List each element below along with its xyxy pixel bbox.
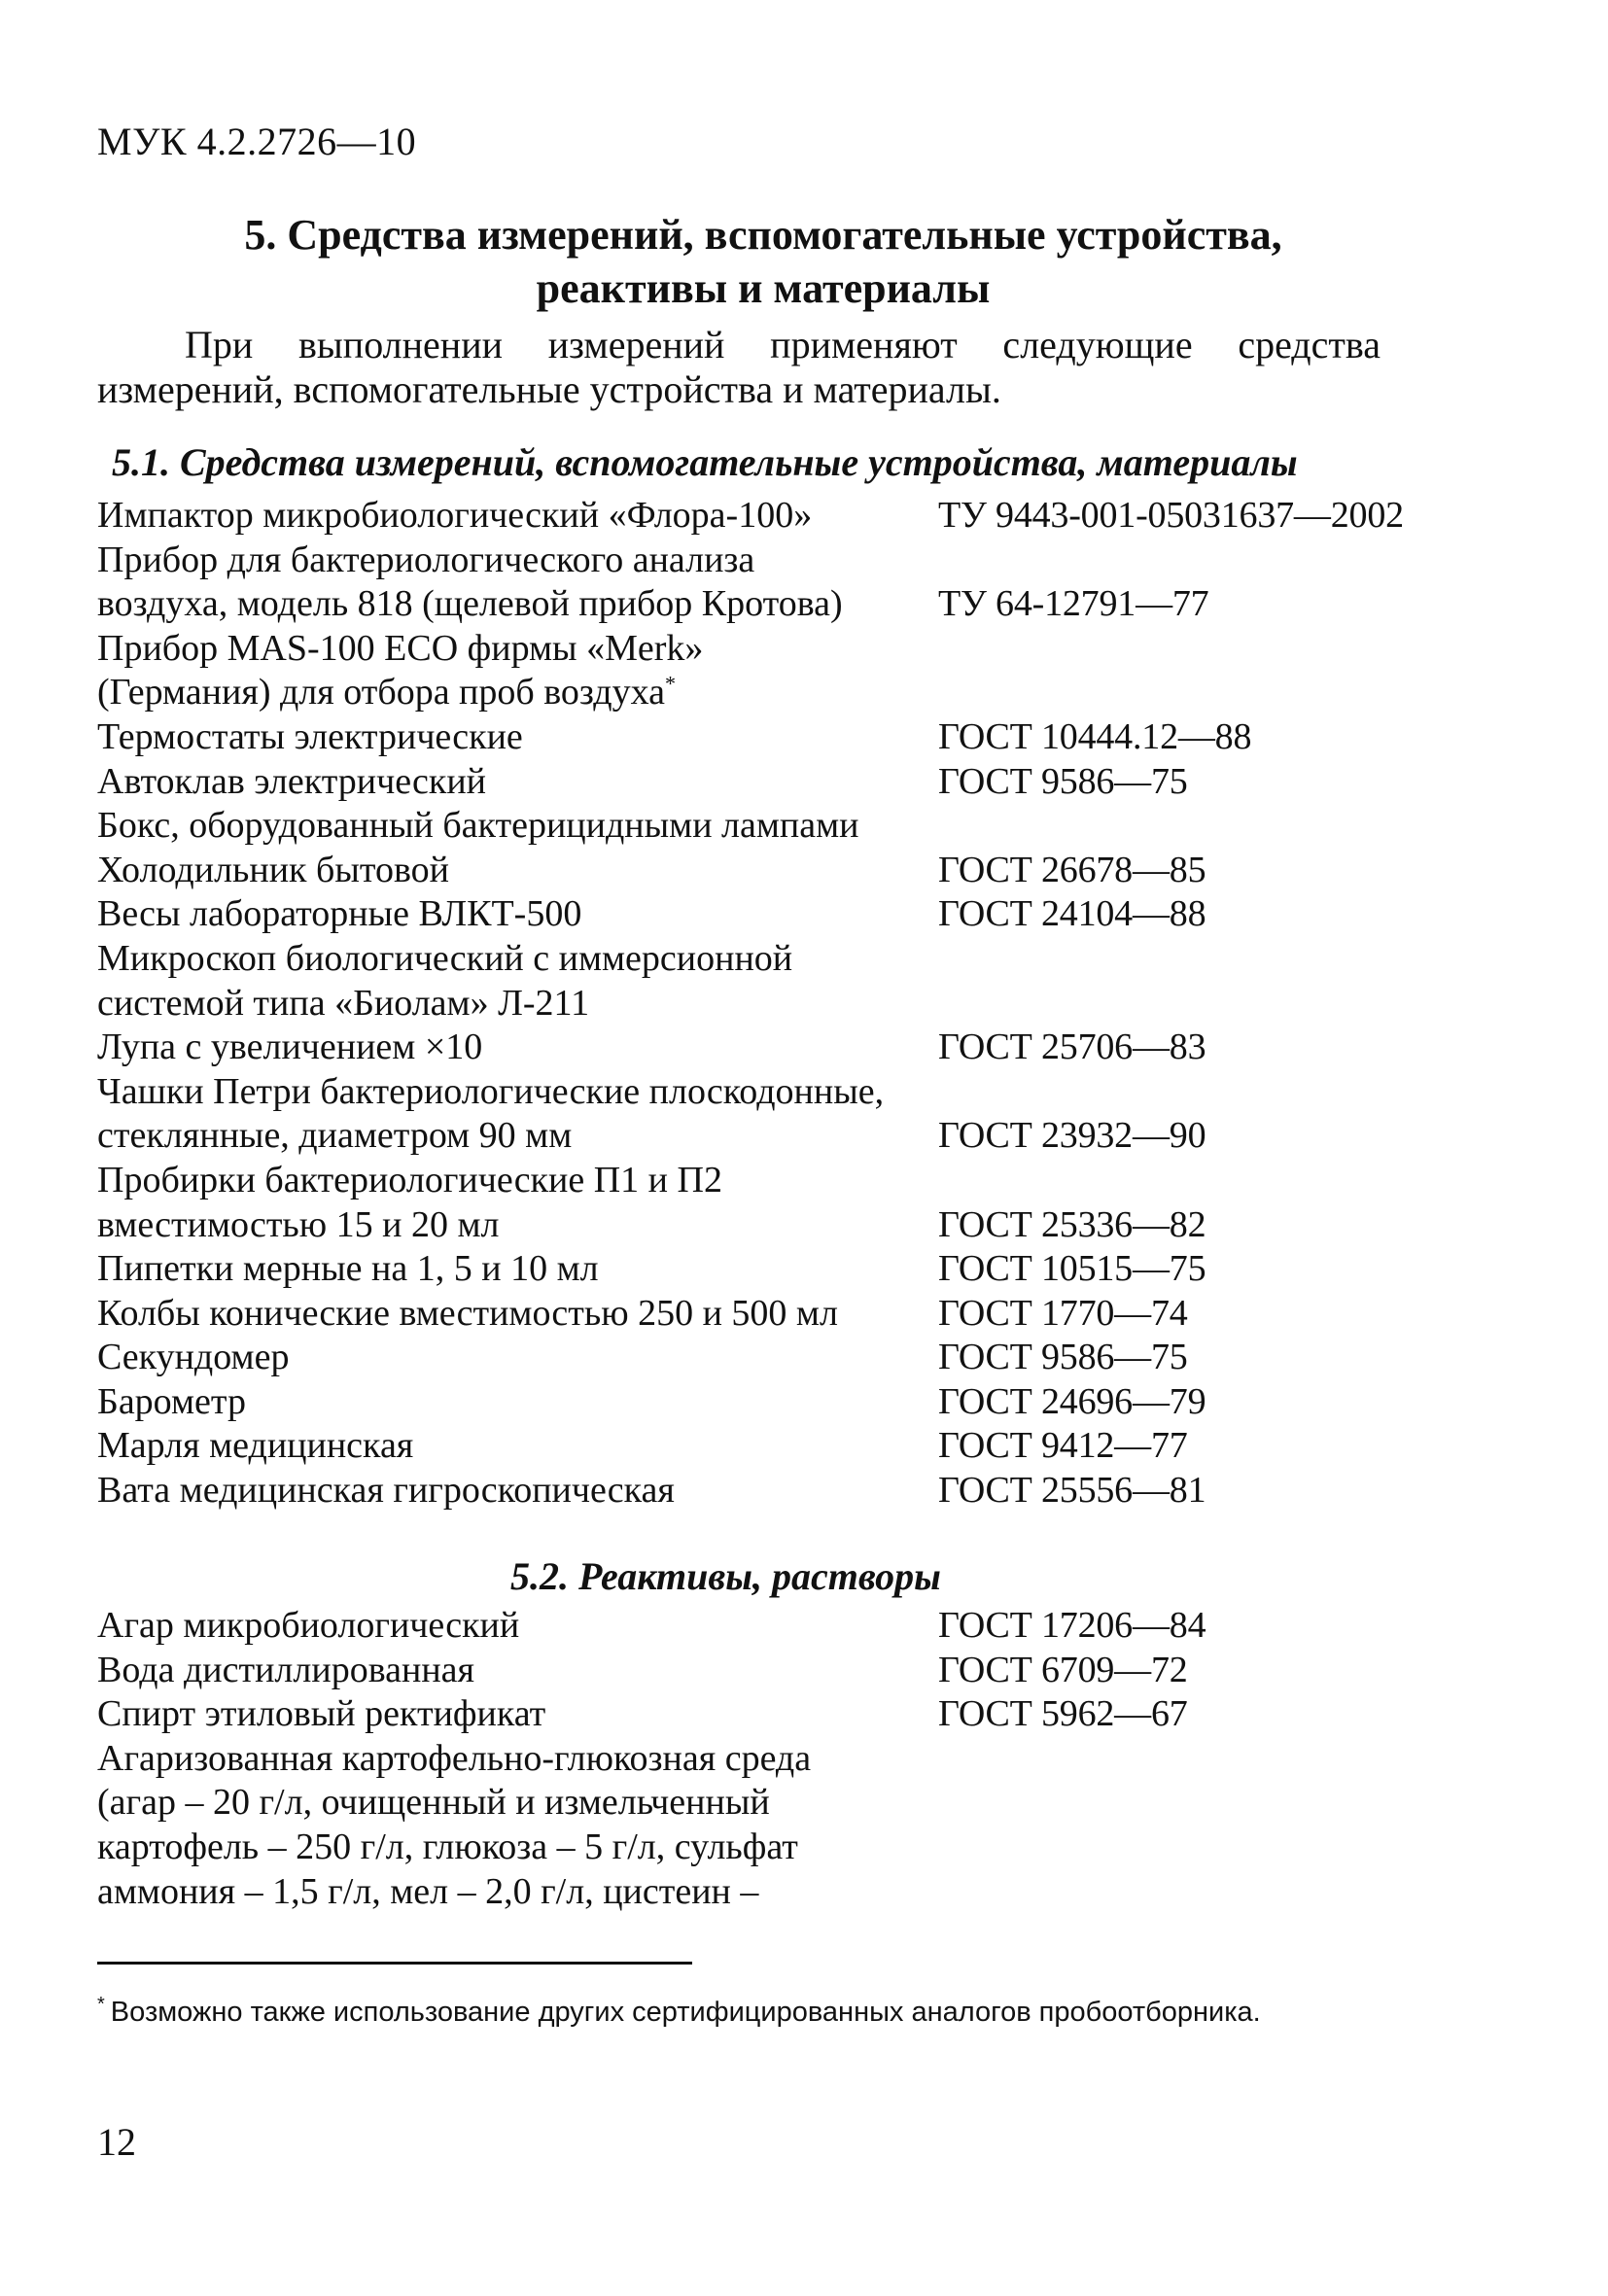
- item-name: [97, 1159, 938, 1247]
- item-name: [97, 1649, 938, 1693]
- item-name: [97, 1737, 938, 1914]
- item-name: [97, 1604, 938, 1649]
- table-row: [97, 1026, 1458, 1070]
- table-row: [97, 1380, 1458, 1425]
- item-standard: ГОСТ 17206—84: [938, 1605, 1206, 1646]
- item-name: [97, 1336, 938, 1380]
- item-name: [97, 494, 938, 539]
- table-row: [97, 1424, 1458, 1469]
- table-row: [97, 494, 1458, 539]
- item-name: [97, 539, 938, 627]
- table-row: [97, 715, 1458, 760]
- item-name-text: Барометр: [97, 1380, 246, 1422]
- item-name-text: Вода дистиллированная: [97, 1649, 475, 1690]
- item-standard: ГОСТ 25706—83: [938, 1026, 1206, 1068]
- item-name-text: Марля медицинская: [97, 1425, 414, 1467]
- item-name: [97, 1692, 938, 1737]
- instruments-table: [97, 494, 1458, 1513]
- table-row: [97, 1292, 1458, 1337]
- item-standard: ГОСТ 24104—88: [938, 893, 1206, 935]
- table-row: [97, 1159, 1458, 1247]
- item-name: [97, 892, 938, 937]
- table-row: [97, 1336, 1458, 1380]
- page-number: 12: [97, 2120, 136, 2164]
- table-row: [97, 892, 1458, 937]
- item-name-text: Агаризованная картофельно-глюкозная среда (агар – 20 г/л, очищенный и измельченный картофель – 250 г/л, глюкоза – 5 г/л, сульфат аммония – 1,5 г/л, мел – 2,0 г/л, цистеин –: [97, 1737, 812, 1912]
- footnote: [97, 1995, 1261, 2030]
- reagents-table: [97, 1604, 1458, 1914]
- subsection-title-reagents: 5.2. Реактивы, растворы: [510, 1554, 941, 1598]
- item-name: [97, 1292, 938, 1337]
- item-name-text: Агар микробиологический: [97, 1605, 520, 1646]
- item-name: [97, 715, 938, 760]
- item-name: [97, 1380, 938, 1425]
- item-name: [97, 627, 938, 715]
- item-name: [97, 849, 938, 893]
- item-standard: ГОСТ 26678—85: [938, 849, 1206, 890]
- section-title: [146, 208, 1381, 315]
- item-name-text: Микроскоп биологический с иммерсионной системой типа «Биолам» Л-211: [97, 937, 793, 1024]
- table-row: [97, 539, 1458, 627]
- item-standard: ГОСТ 9586—75: [938, 760, 1188, 802]
- table-row: [97, 1692, 1458, 1737]
- table-row: [97, 1247, 1458, 1292]
- item-name-text: Автоклав электрический: [97, 760, 487, 802]
- item-name: [97, 937, 938, 1026]
- item-name-text: Секундомер: [97, 1337, 290, 1378]
- item-name-text: Холодильник бытовой: [97, 849, 450, 890]
- table-row: [97, 804, 1458, 849]
- item-standard: ГОСТ 5962—67: [938, 1693, 1188, 1735]
- item-name-text: Термостаты электрические: [97, 715, 523, 757]
- subsection-title-instruments: 5.1. Средства измерений, вспомогательные устройства, материалы: [112, 440, 1298, 484]
- table-row: [97, 1469, 1458, 1513]
- item-name-text: Колбы конические вместимостью 250 и 500 мл: [97, 1292, 838, 1334]
- item-name-text: Импактор микробиологический «Флора-100»: [97, 495, 813, 536]
- item-name-text: Пипетки мерные на 1, 5 и 10 мл: [97, 1248, 599, 1290]
- item-name: [97, 1247, 938, 1292]
- item-standard: ГОСТ 25336—82: [938, 1203, 1206, 1245]
- item-standard: ГОСТ 10515—75: [938, 1248, 1206, 1290]
- item-name-text: Прибор для бактериологического анализа воздуха, модель 818 (щелевой прибор Кротова): [97, 539, 843, 625]
- footnote-divider: [97, 1962, 692, 1965]
- item-name-text: Чашки Петри бактериологические плоскодонные, стеклянные, диаметром 90 мм: [97, 1070, 885, 1157]
- item-name: [97, 1070, 938, 1159]
- item-name-text: Лупа с увеличением ×10: [97, 1026, 483, 1068]
- footnote-text: Возможно также использование других сертифицированных аналогов пробоотборника.: [110, 1997, 1261, 2028]
- table-row: [97, 1649, 1458, 1693]
- item-name: [97, 1026, 938, 1070]
- item-name: [97, 1469, 938, 1513]
- intro-paragraph: При выполнении измерений применяют следующие средства измерений, вспомогательные устройства и материалы.: [97, 323, 1381, 411]
- item-name-text: Весы лабораторные ВЛКТ-500: [97, 893, 582, 935]
- footnote-reference-mark: *: [664, 671, 676, 696]
- table-row: [97, 937, 1458, 1026]
- table-row: [97, 1070, 1458, 1159]
- document-code: МУК 4.2.2726—10: [97, 120, 417, 163]
- item-standard: ГОСТ 25556—81: [938, 1470, 1206, 1512]
- item-standard: ГОСТ 23932—90: [938, 1115, 1206, 1157]
- item-standard: ТУ 9443-001-05031637—2002: [938, 495, 1404, 536]
- item-name: [97, 804, 938, 849]
- item-standard: ГОСТ 6709—72: [938, 1649, 1188, 1690]
- item-standard: ГОСТ 24696—79: [938, 1380, 1206, 1422]
- table-row: [97, 1737, 1458, 1914]
- item-standard: ГОСТ 10444.12—88: [938, 715, 1252, 757]
- table-row: [97, 627, 1458, 715]
- item-name-text: Пробирки бактериологические П1 и П2 вместимостью 15 и 20 мл: [97, 1159, 722, 1245]
- item-standard: ГОСТ 9586—75: [938, 1337, 1188, 1378]
- item-standard: ТУ 64-12791—77: [938, 583, 1209, 625]
- section-title-line-2: реактивы и материалы: [536, 264, 991, 312]
- item-name: [97, 1424, 938, 1469]
- item-name-text: Прибор MAS-100 ECO фирмы «Merk» (Германия) для отбора проб воздуха: [97, 627, 704, 713]
- table-row: [97, 760, 1458, 805]
- item-name-text: Вата медицинская гигроскопическая: [97, 1470, 675, 1512]
- section-title-line-1: 5. Средства измерений, вспомогательные устройства,: [244, 211, 1282, 259]
- item-standard: ГОСТ 1770—74: [938, 1292, 1188, 1334]
- item-name-text: Спирт этиловый ректификат: [97, 1693, 546, 1735]
- item-name-text: Бокс, оборудованный бактерицидными лампами: [97, 805, 859, 847]
- item-standard: ГОСТ 9412—77: [938, 1425, 1188, 1467]
- table-row: [97, 1604, 1458, 1649]
- footnote-mark: *: [97, 1994, 105, 2016]
- table-row: [97, 849, 1458, 893]
- item-name: [97, 760, 938, 805]
